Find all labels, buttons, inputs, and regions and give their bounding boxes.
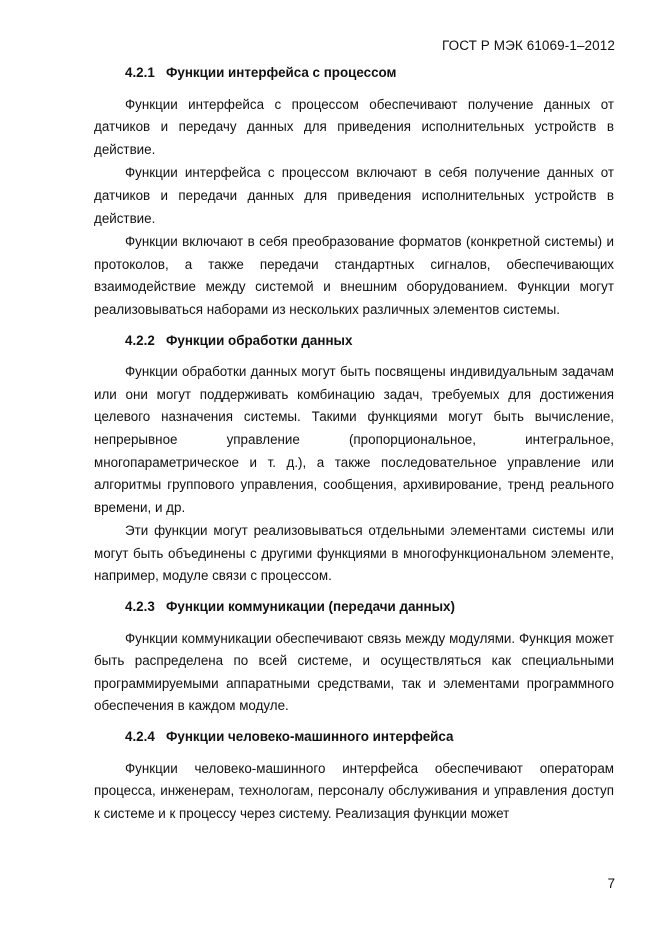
section-heading-4-2-4: 4.2.4 Функции человеко-машинного интерфейса	[125, 729, 454, 745]
paragraph: Функции включают в себя преобразование форматов (конкретной системы) и протоколов, а также передачи стандартных сигналов, обеспечивающих взаимодействие между системой и внешним оборудованием. Функции могут реализовываться наборами из нескольких различных элементов системы.	[94, 234, 614, 317]
paragraph: Функции интерфейса с процессом обеспечивают получение данных от датчиков и передачу данных для приведения исполнительных устройств в действие.	[94, 96, 614, 157]
paragraph: Функции обработки данных могут быть посвящены индивидуальным задачам или они могут поддерживать комбинацию задач, требуемых для достижения целевого назначения системы. Такими функциями могут быть вычисление, непрерывное управление (пропорциональное, интегральное, многопараметрическое и т. д.), а также последовательное управление или алгоритмы группового управления, сообщения, архивирование, тренд реального времени, и др.	[94, 364, 614, 515]
paragraph: Функции человеко-машинного интерфейса обеспечивают операторам процесса, инженерам, технологам, персоналу обслуживания и управления доступ к системе и к процессу через систему. Реализация функции может	[94, 760, 614, 821]
section-heading-4-2-2: 4.2.2 Функции обработки данных	[125, 332, 353, 348]
document-body	[94, 62, 614, 826]
document-code-header: ГОСТ Р МЭК 61069-1–2012	[441, 38, 615, 53]
section-heading-4-2-3: 4.2.3 Функции коммуникации (передачи данных)	[125, 599, 455, 615]
page-number: 7	[607, 876, 615, 891]
paragraph: Функции интерфейса с процессом включают в себя получение данных от датчиков и передачи данных для приведения исполнительных устройств в действие.	[94, 165, 614, 226]
paragraph: Эти функции могут реализовываться отдельными элементами системы или могут быть объединены с другими функциями в многофункциональном элементе, например, модуле связи с процессом.	[94, 523, 614, 584]
section-heading-4-2-1: 4.2.1 Функции интерфейса с процессом	[125, 65, 397, 80]
paragraph: Функции коммуникации обеспечивают связь между модулями. Функция может быть распределена по всей системе, и осуществляться как специальными программируемыми аппаратными средствами, так и элементами программного обеспечения в каждом модуле.	[94, 630, 614, 714]
